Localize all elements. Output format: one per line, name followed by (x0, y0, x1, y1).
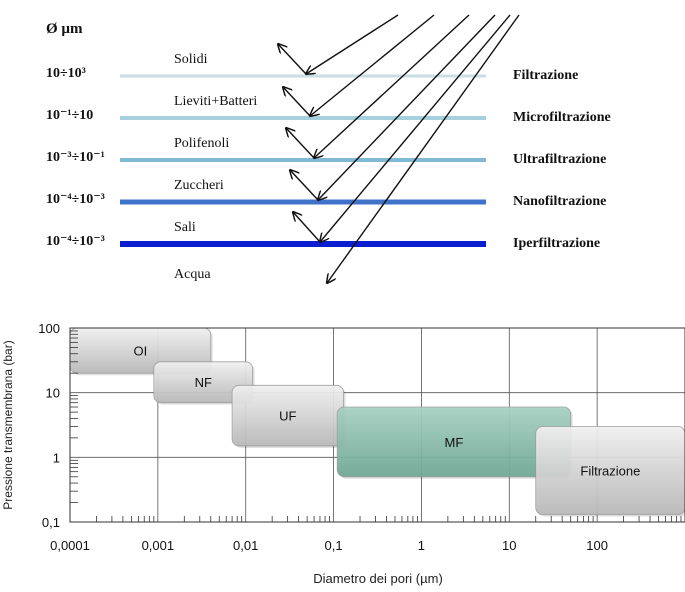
size-range-label: 10⁻³÷10⁻¹ (46, 150, 105, 165)
x-tick-label: 0,1 (324, 538, 343, 553)
x-tick-label: 0,01 (233, 538, 259, 553)
x-tick-label: 100 (586, 538, 608, 553)
range-box-label: MF (444, 434, 464, 450)
size-range-label: 10⁻⁴÷10⁻³ (46, 192, 105, 207)
reflected-arrow-4 (290, 170, 318, 200)
range-box-label: NF (194, 375, 212, 391)
substance-label: Lieviti+Batteri (174, 94, 258, 109)
incoming-arrow-3 (314, 15, 469, 158)
y-tick-label: 100 (38, 321, 60, 336)
x-tick-label: 0,0001 (50, 538, 90, 553)
substance-label: Solidi (174, 52, 208, 67)
substance-label: Sali (174, 220, 196, 235)
range-box-label: OI (133, 343, 148, 359)
substance-label: Zuccheri (174, 178, 224, 193)
x-tick-label: 1 (417, 538, 426, 553)
chart-boxes (70, 328, 685, 517)
incoming-arrow-2 (310, 15, 434, 116)
reflected-arrow-2 (283, 87, 310, 116)
reflected-arrow-1 (278, 44, 306, 74)
incoming-arrow-5 (320, 15, 510, 242)
y-axis-label: Pressione transmembrana (bar) (1, 340, 15, 510)
reflected-arrow-3 (286, 128, 314, 158)
process-label: Iperfiltrazione (513, 236, 601, 251)
pressure-vs-pore-chart (1, 321, 685, 586)
incoming-arrow-1 (306, 15, 398, 74)
reflected-arrow-5 (293, 212, 320, 242)
substance-label: Polifenoli (174, 136, 230, 151)
y-tick-label: 10 (45, 385, 60, 401)
size-range-label: 10⁻¹÷10 (46, 108, 94, 123)
y-tick-label: 1 (52, 450, 60, 466)
x-tick-label: 10 (502, 538, 517, 553)
filtration-scale-diagram (46, 15, 611, 283)
range-box-label: Filtrazione (580, 463, 641, 479)
process-label: Ultrafiltrazione (513, 152, 607, 167)
y-tick-label: 0,1 (41, 515, 60, 530)
x-axis-label: Diametro dei pori (µm) (313, 571, 443, 586)
range-box-label: UF (279, 408, 297, 424)
diameter-header: Ø µm (46, 21, 83, 37)
size-range-label: 10⁻⁴÷10⁻³ (46, 234, 105, 249)
process-label: Filtrazione (513, 68, 579, 83)
process-label: Microfiltrazione (513, 110, 611, 125)
substance-label-water: Acqua (174, 267, 211, 282)
process-label: Nanofiltrazione (513, 194, 607, 209)
membrane-layers (46, 52, 611, 282)
x-tick-label: 0,001 (141, 538, 175, 553)
size-range-label: 10÷10³ (46, 66, 86, 81)
